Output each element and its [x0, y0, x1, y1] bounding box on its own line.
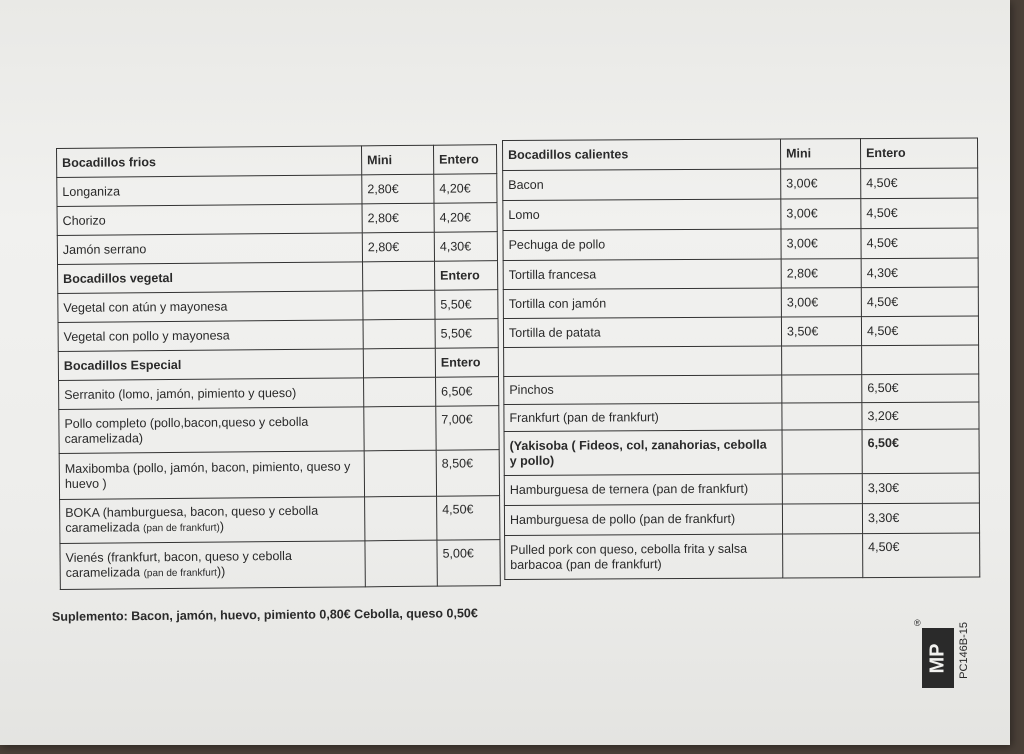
left-entero-price: Entero	[433, 145, 496, 175]
right-item-name	[504, 403, 782, 431]
left-entero-price: 8,50€	[436, 450, 499, 497]
left-row	[58, 290, 498, 323]
left-mini-price	[364, 450, 436, 497]
left-mini-price	[365, 540, 437, 587]
right-entero-price: 3,30€	[862, 503, 979, 534]
left-row	[60, 496, 500, 544]
right-mini-price: 3,00€	[781, 199, 861, 229]
left-item-text: Maxibomba (pollo, jamón, bacon, pimiento, queso y huevo )	[64, 458, 351, 491]
right-row	[503, 316, 978, 347]
left-entero-price: Entero	[435, 348, 498, 378]
left-row	[59, 406, 499, 454]
left-item-text: BOKA (hamburguesa, bacon, queso y cebolla caramelizada	[65, 503, 319, 535]
left-item-text: Longaniza	[62, 183, 121, 199]
right-item-text: Pechuga de pollo	[508, 237, 606, 252]
right-row	[504, 345, 979, 376]
right-mini-price: 3,50€	[781, 317, 861, 346]
mp-logo-text: MP	[926, 643, 949, 673]
left-entero-price: 4,30€	[434, 232, 497, 262]
right-mini-price	[782, 474, 862, 504]
left-row	[59, 450, 499, 500]
left-mini-price	[363, 319, 435, 349]
right-entero-price: 4,50€	[861, 168, 978, 199]
left-item-tail: ))	[216, 564, 226, 579]
left-mini-price	[363, 290, 435, 320]
right-row	[504, 473, 979, 505]
right-menu-table	[502, 138, 980, 580]
left-item-name	[59, 407, 364, 454]
right-mini-price	[783, 534, 863, 578]
right-item-text: Pinchos	[509, 382, 554, 397]
right-item-name	[505, 534, 783, 579]
left-menu-table	[56, 144, 501, 590]
left-item-text: Chorizo	[62, 213, 106, 228]
left-item-note: (pan de frankfurt	[143, 567, 217, 580]
right-entero-price: 3,20€	[862, 402, 979, 430]
right-item-text: Lomo	[508, 207, 540, 222]
left-mini-price: 2,80€	[362, 203, 434, 233]
left-entero-price: Entero	[435, 261, 498, 291]
left-entero-price: 5,50€	[435, 290, 498, 320]
left-mini-price	[365, 496, 437, 541]
supplement-note: Suplemento: Bacon, jamón, huevo, pimiento 0,80€ Cebolla, queso 0,50€	[51, 606, 478, 624]
left-mini-price: 2,80€	[362, 232, 434, 262]
left-mini-price	[364, 406, 436, 451]
left-entero-price: 7,00€	[436, 406, 499, 451]
right-row	[504, 374, 979, 404]
right-mini-price	[782, 375, 862, 403]
right-row	[503, 287, 978, 318]
right-item-text: Hamburguesa de pollo (pan de frankfurt)	[509, 511, 736, 527]
left-item-name	[57, 204, 362, 236]
right-mini-price	[782, 403, 862, 430]
left-item-text: Bocadillos Especial	[63, 357, 182, 373]
right-mini-price: 3,00€	[781, 229, 861, 259]
left-item-text: Vienés (frankfurt, bacon, queso y cebolla caramelizada	[65, 548, 292, 580]
right-item-name	[503, 139, 781, 170]
left-mini-price	[363, 261, 435, 291]
right-item-text: Tortilla de patata	[508, 324, 601, 340]
right-mini-price	[782, 346, 862, 375]
left-mini-price: Mini	[361, 145, 433, 175]
right-row	[504, 429, 979, 475]
left-row	[58, 348, 498, 381]
left-item-name	[60, 541, 365, 590]
right-item-name	[504, 375, 782, 404]
right-entero-price	[862, 345, 979, 375]
right-item-text: Bocadillos calientes	[508, 147, 629, 162]
left-item-text: Bocadillos vegetal	[63, 270, 173, 286]
right-mini-price: 3,00€	[781, 288, 861, 317]
right-item-name	[504, 346, 782, 376]
left-entero-price: 4,20€	[434, 203, 497, 233]
right-mini-price: 2,80€	[781, 259, 861, 288]
right-item-text: Tortilla con jamón	[508, 295, 607, 311]
right-row	[503, 138, 978, 170]
left-item-name	[57, 233, 362, 265]
left-row	[57, 232, 497, 265]
right-item-name	[503, 199, 781, 230]
right-entero-price: 4,30€	[861, 258, 978, 288]
left-item-name	[59, 378, 364, 410]
right-row	[503, 198, 978, 230]
left-item-name	[59, 451, 364, 500]
right-mini-price: Mini	[780, 139, 860, 169]
left-item-name	[58, 291, 363, 323]
right-item-name	[503, 288, 781, 318]
left-item-text: Vegetal con atún y mayonesa	[63, 299, 228, 315]
right-row	[504, 503, 979, 535]
right-row	[503, 258, 978, 289]
right-entero-price: Entero	[860, 138, 977, 169]
right-row	[503, 168, 978, 200]
right-item-name	[504, 474, 782, 505]
right-item-name	[503, 259, 781, 289]
registered-mark: ®	[914, 618, 921, 628]
left-item-name	[58, 320, 363, 352]
left-row	[57, 145, 497, 178]
right-entero-price: 4,50€	[861, 287, 978, 317]
left-row	[58, 261, 498, 294]
left-item-name	[60, 497, 365, 544]
left-item-name	[58, 262, 363, 294]
right-row	[505, 533, 980, 579]
product-code: PC146B-15	[958, 622, 970, 679]
right-mini-price	[782, 504, 862, 534]
right-item-name	[504, 430, 782, 475]
left-entero-price: 4,50€	[437, 496, 500, 541]
right-item-text: (Yakisoba ( Fideos, col, zanahorias, cebolla y pollo)	[509, 437, 767, 468]
left-item-name	[57, 175, 362, 207]
left-row	[58, 319, 498, 352]
mp-logo	[922, 628, 954, 688]
left-row	[59, 377, 499, 410]
right-item-name	[503, 317, 781, 347]
right-entero-price: 4,50€	[861, 316, 978, 346]
left-item-name	[58, 349, 363, 381]
left-item-text: Vegetal con pollo y mayonesa	[63, 327, 230, 344]
right-mini-price: 3,00€	[781, 169, 861, 199]
left-item-text: Pollo completo (pollo,bacon,queso y cebolla caramelizada)	[64, 414, 309, 446]
left-mini-price	[364, 377, 436, 407]
right-item-name	[503, 229, 781, 260]
right-item-text: Pulled pork con queso, cebolla frita y salsa barbacoa (pan de frankfurt)	[510, 541, 748, 572]
left-entero-price: 6,50€	[436, 377, 499, 407]
right-entero-price: 6,50€	[862, 429, 979, 474]
right-item-text: Tortilla francesa	[508, 267, 597, 282]
left-row	[57, 174, 497, 207]
right-entero-price: 3,30€	[862, 473, 979, 504]
right-item-text: Frankfurt (pan de frankfurt)	[509, 409, 659, 425]
left-item-name	[57, 146, 362, 178]
right-item-text: Hamburguesa de ternera (pan de frankfurt)	[509, 481, 749, 497]
right-item-name	[503, 169, 781, 200]
left-row	[57, 203, 497, 236]
left-mini-price	[363, 348, 435, 378]
left-entero-price: 5,00€	[437, 540, 500, 587]
right-mini-price	[782, 430, 862, 474]
right-entero-price: 4,50€	[861, 228, 978, 259]
left-item-text: Bocadillos frios	[62, 154, 156, 170]
right-entero-price: 4,50€	[863, 533, 980, 578]
right-entero-price: 6,50€	[862, 374, 979, 403]
right-row	[504, 402, 979, 431]
left-mini-price: 2,80€	[362, 174, 434, 204]
right-item-text: Bacon	[508, 177, 544, 192]
left-item-note: (pan de frankfurt)	[143, 522, 220, 535]
right-row	[503, 228, 978, 260]
right-item-name	[504, 504, 782, 535]
left-entero-price: 5,50€	[435, 319, 498, 349]
left-item-text: Jamón serrano	[62, 241, 147, 257]
left-entero-price: 4,20€	[434, 174, 497, 204]
right-entero-price: 4,50€	[861, 198, 978, 229]
left-row	[60, 540, 500, 590]
left-item-text: Serranito (lomo, jamón, pimiento y queso)	[64, 385, 297, 402]
left-item-tail: )	[219, 519, 225, 534]
